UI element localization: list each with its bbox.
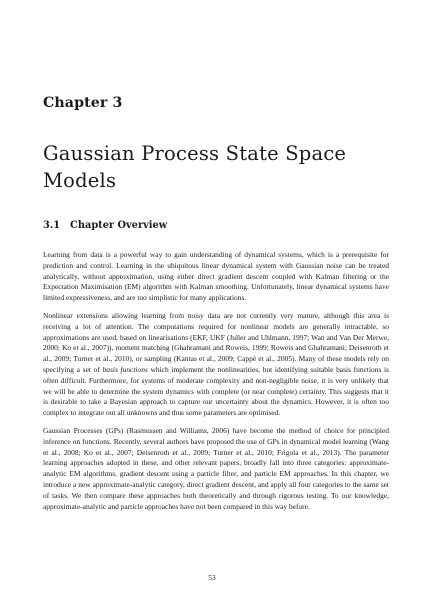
paragraph-3: Gaussian Processes (GPs) (Rasmussen and Williams, 2006) have become the method of choice for principled inference on functions. Recently, several authors have proposed the use of GPs in dynamical model learning (Wang et al., 2008; Ko et al., 2007; Deisenroth et al., 2009; Turner et al., 2010; Frigola et al., 2013). The parameter learning approaches adopted in these, and other relevant papers, broadly fall into three categories: approximate-analytic EM algorithms, gradient descent using a particle filter, and particle EM approaches. In this chapter, we introduce a new approximate-analytic category, direct gradient descent, and apply all four categories to the same set of tasks. We then compare these approaches both theoretically and through rigorous testing. To our knowledge, approximate-analytic and particle approaches have not been compared in this way before. bbox=[43, 425, 389, 511]
paragraph-1: Learning from data is a powerful way to gain understanding of dynamical systems, which is a prerequisite for prediction and control. Learning in the ubiquitous linear dynamical system with Gaussian noise can be treated analytically, without approximation, using either direct gradient descent coupled with Kalman filtering or the Expectation Maximisation (EM) algorithm with Kalman smoothing. Unfortunately, linear dynamical systems have limited expressiveness, and are too simplistic for many applications. bbox=[43, 250, 389, 303]
section-title: Chapter Overview bbox=[70, 220, 168, 231]
section-number: 3.1 bbox=[43, 220, 61, 231]
chapter-title: Gaussian Process State Space Models bbox=[43, 142, 347, 192]
body-text bbox=[43, 250, 389, 519]
paragraph-2 bbox=[43, 311, 389, 419]
page-number: 53 bbox=[208, 573, 216, 582]
basis-functions-emphasis: basis functions bbox=[102, 364, 148, 374]
paragraph-2-text-b: which implement the nonlinearities, but identifying suitable basis functions is often difficult. Furthermore, for systems of moderate complexity and non-negligible noise, it is very unlikely that we will be able to determine the system dynamics with complete (or near complete) certainty. This suggests that it is desirable to take a Bayesian approach to capture our uncertainty about the dynamics. However, it is often too complex to integrate out all unknowns and thus some parameters are optimised. bbox=[43, 364, 390, 418]
paragraph-2-text-a: Nonlinear extensions allowing learning from noisy data are not currently very mature, although this area is receiving a lot of attention. The computations required for nonlinear models are generally intractable, so approximations are used, based on linearisations (EKF, UKF (Juller and Uhlmann, 1997; Wan and Van Der Merwe, 2000; Ko et al., 2007)), moment matching (Ghahramani and Roweis, 1999; Roweis and Ghahramani; Deisenroth et al., 2009; Turner et al., 2010), or sampling (Kantas et al., 2009; Cappé et al., 2005). Many of these models rely on specifying a set of bbox=[43, 310, 389, 374]
chapter-label: Chapter 3 bbox=[43, 95, 123, 111]
section-heading bbox=[43, 220, 167, 231]
